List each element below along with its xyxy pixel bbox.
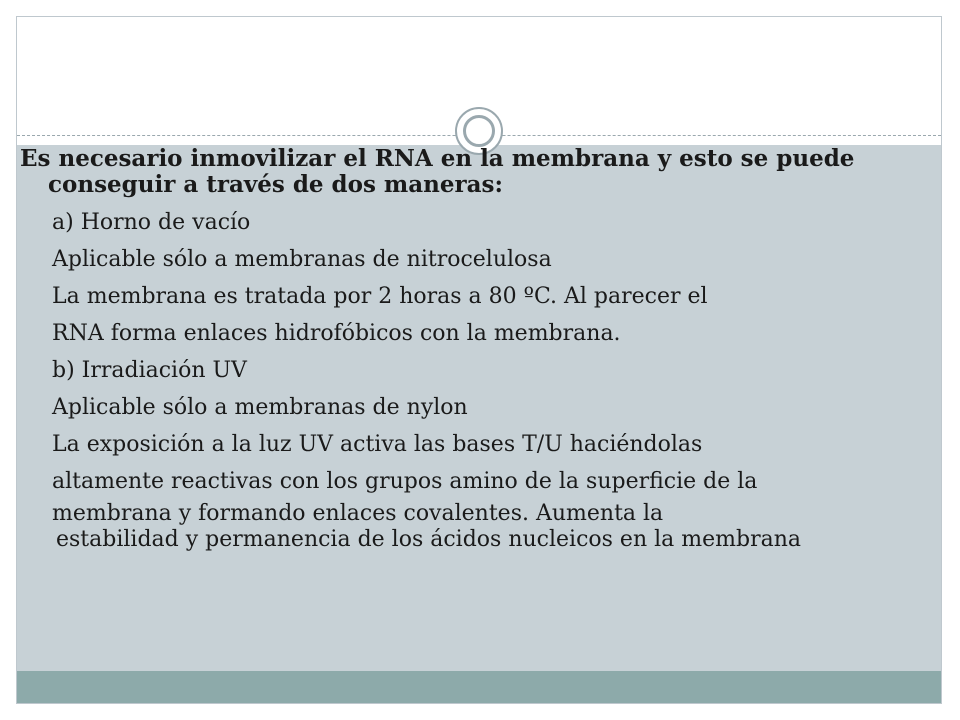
- text-line: RNA forma enlaces hidrofóbicos con la membrana.: [52, 321, 621, 346]
- footer-bar: [17, 671, 941, 704]
- text-line: a) Horno de vacío: [52, 210, 251, 235]
- slide-content: [20, 146, 910, 552]
- final-paragraph-rest: estabilidad y permanencia de los ácidos nucleicos en la membrana: [56, 527, 801, 552]
- text-line: Aplicable sólo a membranas de nitrocelulosa: [52, 247, 552, 272]
- text-line: La membrana es tratada por 2 horas a 80 ºC. Al parecer el: [52, 284, 708, 309]
- final-paragraph: [20, 500, 910, 552]
- text-line: altamente reactivas con los grupos amino de la superficie de la: [52, 469, 758, 494]
- text-line: La exposición a la luz UV activa las bases T/U haciéndolas: [52, 432, 703, 457]
- circle-ornament-inner: [463, 115, 495, 147]
- text-line: b) Irradiación UV: [52, 358, 247, 383]
- final-paragraph-first-line: membrana y formando enlaces covalentes. Aumenta la: [52, 501, 664, 526]
- text-line: Aplicable sólo a membranas de nylon: [52, 395, 468, 420]
- slide-title: Es necesario inmovilizar el RNA en la membrana y esto se puede conseguir a través de dos maneras:: [20, 145, 855, 198]
